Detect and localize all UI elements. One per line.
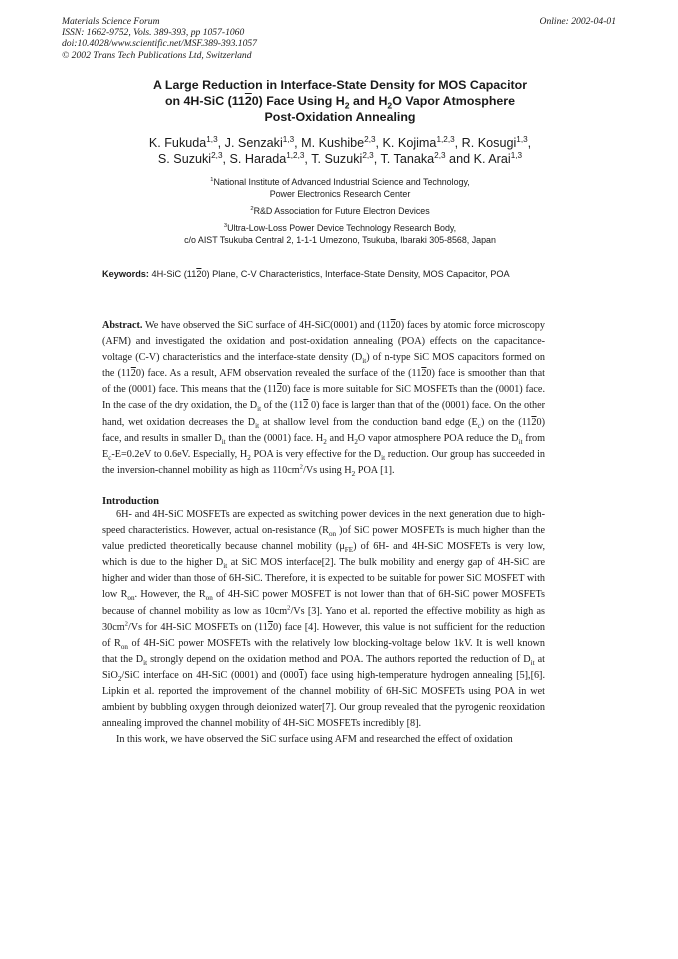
author-name: S. Harada (229, 151, 287, 166)
online-date: Online: 2002-04-01 (539, 16, 616, 27)
journal-doi: doi:10.4028/www.scientific.net/MSF.389-393.1057 (62, 38, 257, 50)
keywords: Keywords: 4H-SiC (1120) Plane, C-V Characteristics, Interface-State Density, MOS Capacitor, POA (102, 269, 510, 279)
title-line-1: A Large Reduction in Interface-State Density for MOS Capacitor (152, 78, 528, 92)
journal-copyright: © 2002 Trans Tech Publications Ltd, Switzerland (62, 49, 252, 61)
author-name: S. Suzuki (157, 151, 212, 166)
abstract-label: Abstract. (102, 320, 143, 331)
abstract (102, 318, 545, 479)
author-list: K. Fukuda$^{1,3}$, J. Senzaki$^{1,3}$, M. Kushibe$^{2,3}$, K. Kojima$^{1,2,3}$, R. Kosugi$^{1,3}$, S. Suzuki$^{2,3}$, S. Harada$^{1,2,3}$, T. Suzuki$^{2,3}$, T. Tanaka$^{2,3}$ and K. Arai$^{1,3}$ (148, 134, 532, 166)
author-name: T. Suzuki (311, 151, 363, 166)
affiliation-2: $^2$R&D Association for Future Electron Devices (250, 206, 430, 216)
journal-name: Materials Science Forum (62, 16, 160, 27)
paper-title (64, 77, 616, 125)
title-line-3: Post-Oxidation Annealing (264, 110, 416, 124)
author-name: K. Arai (473, 151, 511, 166)
introduction-heading: Introduction (102, 496, 159, 507)
journal-header (62, 16, 618, 61)
author-name: J. Senzaki (224, 136, 283, 150)
affiliation-3: $^3$Ultra-Low-Loss Power Device Technology Research Body, c/o AIST Tsukuba Central 2, 1-1-1 Umezono, Tsukuba, Ibaraki 305-8568, Japan (184, 223, 496, 246)
affiliation-1: $^1$National Institute of Advanced Industrial Science and Technology, Power Electronics Research Center (210, 177, 470, 200)
paragraph: In this work, we have observed the SiC surface using AFM and researched the effect of oxidation (116, 734, 513, 746)
author-name: T. Tanaka (380, 151, 435, 166)
author-name: K. Kojima (382, 136, 437, 150)
abstract-text: We have observed the SiC surface of 4H-SiC(0001) and (1120) faces by atomic force microscopy (AFM) and investigated the oxidation and post-oxidation annealing (POA) effects on the capacitance-voltage (C-V) characteristics and the interface-state density $(D_{it})$ of n-type SiC MOS capacitors formed on the (1120) face. As a result, AFM observation revealed the surface of the (1120) face is smoother than that of the (0001) face. This means that the (1120) face is more suitable for SiC MOSFETs than the (0001) face. In the case of the dry oxidation, the $D_{it}$ of the (112 0) face is larger than that of the (0001) face. On the other hand, wet oxidation decreases the $D_{it}$ at shallow level from the conduction band edge $(E_c)$ on the (1120) face, and results in smaller $D_{it}$ than the (0001) face. $H_2$ and $H_2O$ vapor atmosphere POA reduce the $D_{it}$ from $E_c-E=0.2eV$ to 0.6eV. Especially, $H_2$ POA is very effective for the $D_{it}$ reduction. Our group has succeeded in the inversion-channel mobility as high as $110cm^2/Vs$ using $H_2$ POA [1]. (102, 320, 546, 478)
journal-issn: ISSN: 1662-9752, Vols. 389-393, pp 1057-1060 (62, 27, 245, 39)
introduction-body (102, 507, 545, 748)
author-name: R. Kosugi (461, 136, 517, 150)
author-name: K. Fukuda (148, 136, 207, 150)
keywords-label: Keywords: (102, 269, 149, 279)
title-line-2: on 4H-SiC (1120) Face Using $H_2$ and $H_2O$ Vapor Atmosphere (164, 94, 516, 111)
author-name: M. Kushibe (301, 136, 365, 150)
paragraph: 6H- and 4H-SiC MOSFETs are expected as switching power devices in the next generation due to high-speed characteristics. However, actual on-resistance ($R_{on}$ )of SiC power MOSFETs is much higher than the value predicted theoretically because channel mobility $(\mu_{FE})$ of 6H- and 4H-SiC MOSFETs is very low, which is due to the higher $D_{it}$ at SiC MOS interface[2]. The bulk mobility and energy gap of 4H-SiC are higher and wider than those of 6H-SiC. Therefore, it is expected to be suitable for power SiC MOSFET with low $R_{on}$. However, the $R_{on}$ of 4H-SiC power MOSFET is not lower than that of 6H-SiC power MOSFETs because of channel mobility as low as $10cm^2/Vs$ [3]. Yano et al. reported the effective mobility as high as $30cm^2/Vs$ for 4H-SiC MOSFETs on (1120) face [4]. However, this value is not sufficient for the reduction of $R_{on}$ of 4H-SiC power MOSFETs with the relatively low blocking-voltage below 1kV. It is well known that the $D_{it}$ strongly depend on the oxidation method and POA. The authors reported the reduction of $D_{it}$ at SiO$_2$/SiC interface on 4H-SiC (0001) and (0001) face using high-temperature hydrogen annealing [5],[6]. Lipkin et al. reported the improvement of the channel mobility of 6H-SiC MOSFETs using POA in wet ambient by bubbling oxygen through deionized water[7]. Our group revealed that the pyrogenic reoxidation annealing improved the channel mobility of 4H-SiC MOSFETs incredibly [8]. (102, 509, 546, 730)
